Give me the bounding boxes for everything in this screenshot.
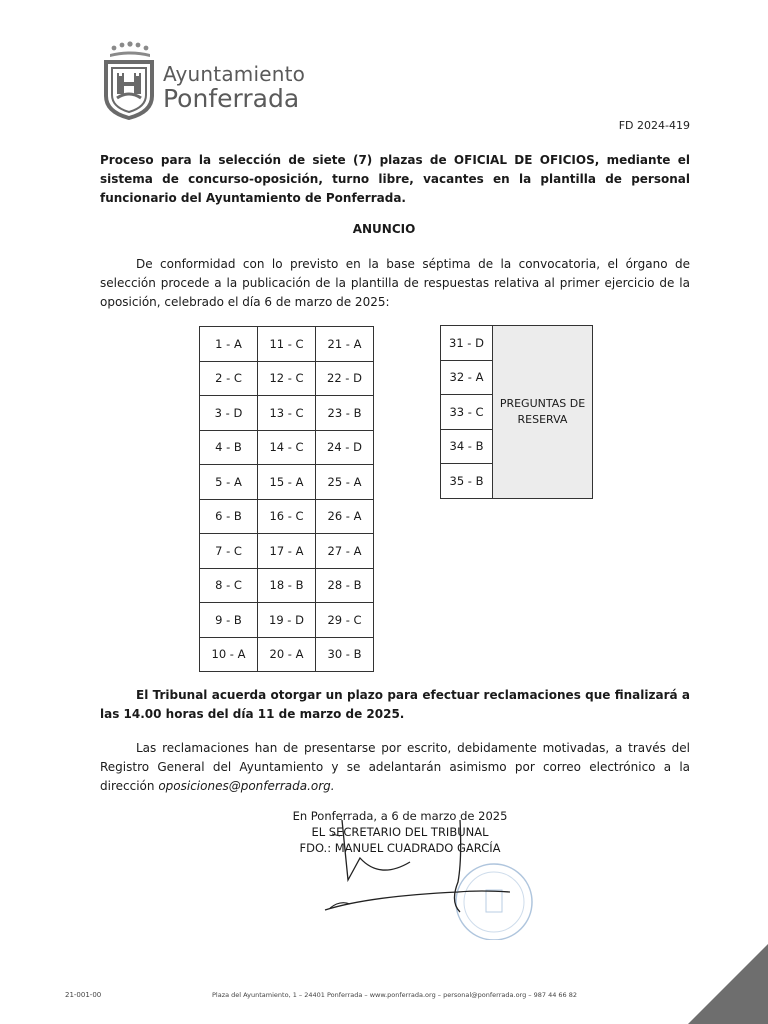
answer-cell: 27 - A xyxy=(316,534,374,569)
claims-procedure-paragraph xyxy=(100,739,690,796)
answer-cell: 3 - D xyxy=(200,396,258,431)
table-row xyxy=(200,499,374,534)
handwritten-signature-icon xyxy=(310,820,550,940)
document-reference: FD 2024-419 xyxy=(618,119,690,132)
contact-email: oposiciones@ponferrada.org. xyxy=(158,779,335,793)
reserve-label xyxy=(493,326,593,499)
answer-cell: 24 - D xyxy=(316,430,374,465)
table-row xyxy=(200,637,374,672)
table-row xyxy=(200,327,374,362)
answer-cell: 20 - A xyxy=(258,637,316,672)
answer-cell: 30 - B xyxy=(316,637,374,672)
answer-cell: 13 - C xyxy=(258,396,316,431)
intro-text: De conformidad con lo previsto en la base séptima de la convocatoria, el órgano de selección procede a la publicación de la plantilla de respuestas relativa al primer ejercicio de la oposición, celebrado el día 6 de marzo de 2025: xyxy=(100,257,690,309)
answer-cell: 17 - A xyxy=(258,534,316,569)
signature-name: FDO.: MANUEL CUADRADO GARCÍA xyxy=(299,841,501,855)
table-row xyxy=(200,568,374,603)
answer-cell: 2 - C xyxy=(200,361,258,396)
reserve-cell: 32 - A xyxy=(441,360,493,395)
answer-cell: 25 - A xyxy=(316,465,374,500)
answer-cell: 26 - A xyxy=(316,499,374,534)
answer-cell: 23 - B xyxy=(316,396,374,431)
answer-cell: 12 - C xyxy=(258,361,316,396)
answer-cell: 28 - B xyxy=(316,568,374,603)
answer-cell: 1 - A xyxy=(200,327,258,362)
answer-cell: 11 - C xyxy=(258,327,316,362)
announcement-title: ANUNCIO xyxy=(352,222,416,236)
reserve-label-line2: RESERVA xyxy=(517,412,568,426)
reserve-label-line1: PREGUNTAS DE xyxy=(499,396,586,410)
claims-procedure-text: Las reclamaciones han de presentarse por escrito, debidamente motivadas, a través del Registro General del Ayuntamiento y se adelantarán asimismo por correo electrónico a la dirección xyxy=(100,741,690,793)
reserve-questions-table xyxy=(440,325,593,499)
answer-cell: 5 - A xyxy=(200,465,258,500)
coat-of-arms-icon xyxy=(100,40,156,120)
reserve-cell: 35 - B xyxy=(441,464,493,499)
answer-cell: 21 - A xyxy=(316,327,374,362)
claims-deadline-paragraph xyxy=(100,686,690,724)
footer-code: 21-001-00 xyxy=(65,991,102,999)
answer-cell: 18 - B xyxy=(258,568,316,603)
answer-cell: 22 - D xyxy=(316,361,374,396)
signature-role: EL SECRETARIO DEL TRIBUNAL xyxy=(311,825,489,839)
answer-cell: 6 - B xyxy=(200,499,258,534)
reserve-cell: 31 - D xyxy=(441,326,493,361)
intro-paragraph xyxy=(100,255,690,312)
corner-triangle-icon xyxy=(688,944,768,1024)
answer-cell: 4 - B xyxy=(200,430,258,465)
answer-cell: 14 - C xyxy=(258,430,316,465)
answer-cell: 19 - D xyxy=(258,603,316,638)
claims-deadline-text: El Tribunal acuerda otorgar un plazo para efectuar reclamaciones que finalizará a las 14.00 horas del día 11 de marzo de 2025. xyxy=(100,688,690,721)
signature-place-date: En Ponferrada, a 6 de marzo de 2025 xyxy=(292,809,508,823)
logo-text-ayuntamiento: Ayuntamiento xyxy=(163,62,306,86)
table-row xyxy=(200,430,374,465)
table-row xyxy=(441,326,593,361)
table-row xyxy=(200,396,374,431)
document-heading: Proceso para la selección de siete (7) plazas de OFICIAL DE OFICIOS, mediante el sistema de concurso-oposición, turno libre, vacantes en la plantilla de personal funcionario del Ayuntamiento de Ponferrada. xyxy=(100,153,690,205)
answer-cell: 7 - C xyxy=(200,534,258,569)
answer-cell: 8 - C xyxy=(200,568,258,603)
reserve-cell: 33 - C xyxy=(441,395,493,430)
table-row xyxy=(200,465,374,500)
table-row xyxy=(200,603,374,638)
answers-table xyxy=(199,326,374,672)
logo-text-ponferrada: Ponferrada xyxy=(163,84,300,113)
answer-cell: 9 - B xyxy=(200,603,258,638)
city-logo xyxy=(100,40,340,120)
table-row xyxy=(200,361,374,396)
answer-cell: 10 - A xyxy=(200,637,258,672)
answer-cell: 16 - C xyxy=(258,499,316,534)
answer-cell: 15 - A xyxy=(258,465,316,500)
reserve-cell: 34 - B xyxy=(441,429,493,464)
table-row xyxy=(200,534,374,569)
answer-cell: 29 - C xyxy=(316,603,374,638)
footer-address: Plaza del Ayuntamiento, 1 – 24401 Ponferrada – www.ponferrada.org – personal@ponferrada.org – 987 44 66 82 xyxy=(212,991,578,999)
